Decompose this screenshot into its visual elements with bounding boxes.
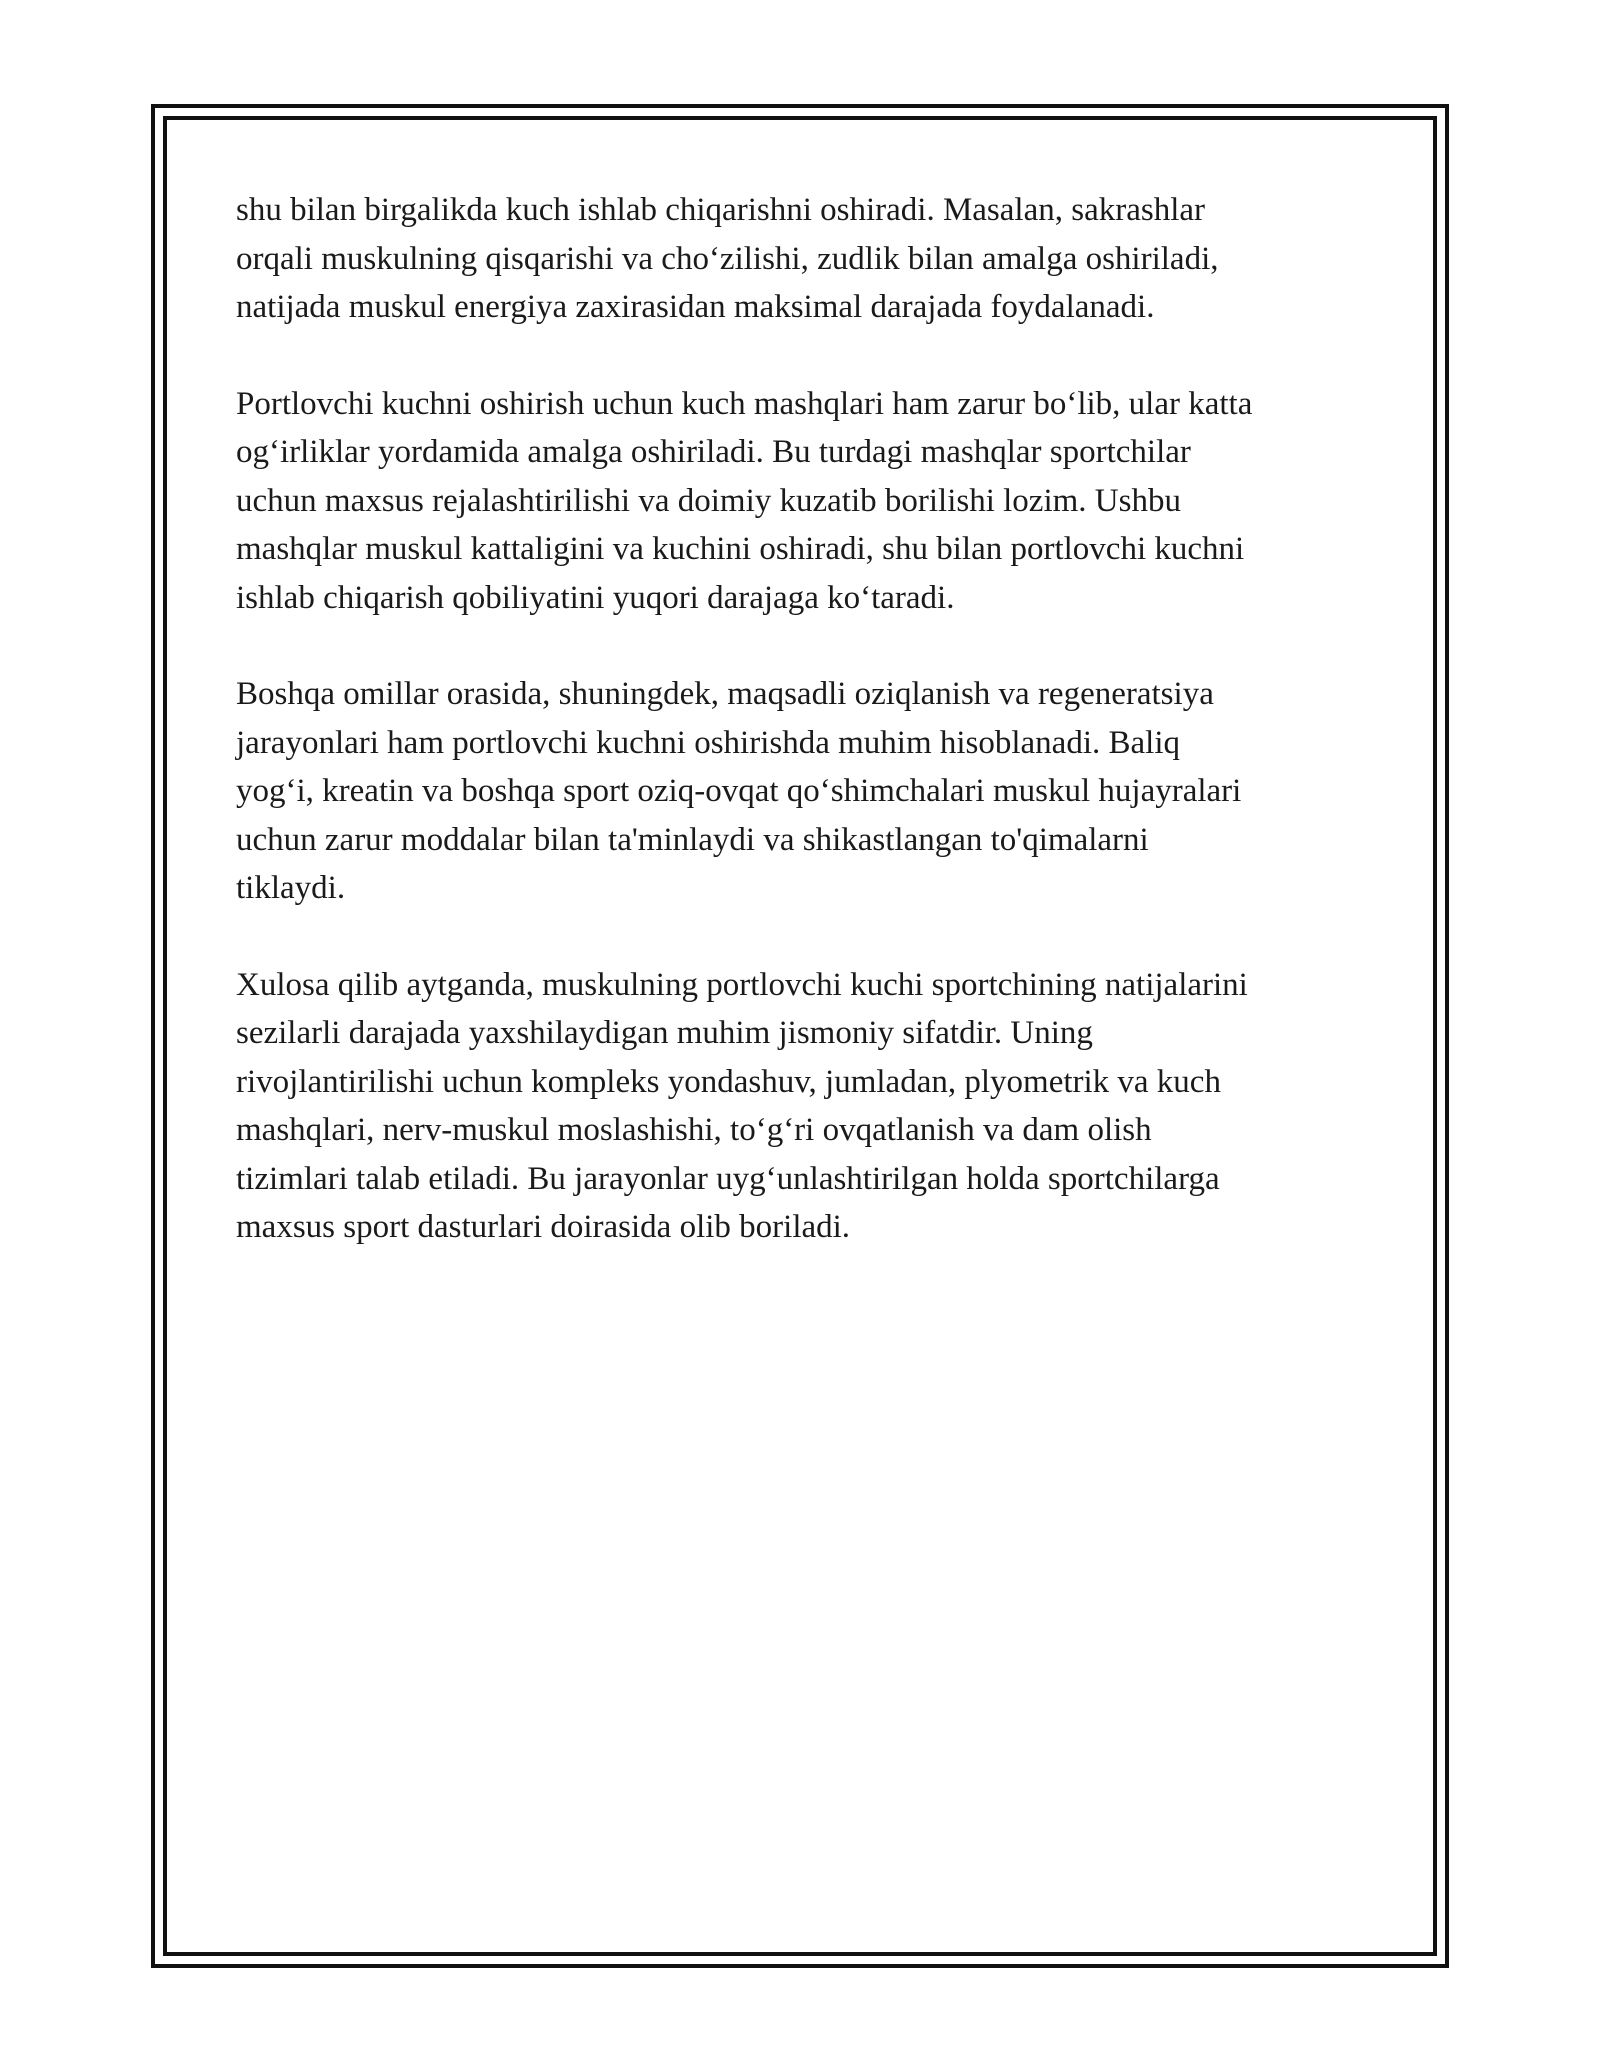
paragraph-2 bbox=[236, 380, 1376, 623]
text-line: orqali muskulning qisqarishi va cho‘zilishi, zudlik bilan amalga oshiriladi, bbox=[236, 240, 1219, 277]
paragraph-1 bbox=[236, 186, 1376, 332]
text-line: yog‘i, kreatin va boshqa sport oziq-ovqat qo‘shimchalari muskul hujayralari bbox=[236, 773, 1242, 809]
text-line: tiklaydi. bbox=[236, 870, 346, 906]
text-line: mashqlar muskul kattaligini va kuchini oshiradi, shu bilan portlovchi kuchni bbox=[236, 531, 1245, 567]
text-line: rivojlantirilishi uchun kompleks yondashuv, jumladan, plyometrik va kuch bbox=[236, 1063, 1221, 1100]
text-line: ishlab chiqarish qobiliyatini yuqori darajaga ko‘taradi. bbox=[236, 579, 955, 616]
text-line: uchun maxsus rejalashtirilishi va doimiy kuzatib borilishi lozim. Ushbu bbox=[236, 482, 1181, 519]
paragraph-4 bbox=[236, 961, 1376, 1252]
text-line: uchun zarur moddalar bilan ta'minlaydi va shikastlangan to'qimalarni bbox=[236, 821, 1149, 858]
text-line: natijada muskul energiya zaxirasidan maksimal darajada foydalanadi. bbox=[236, 289, 1155, 325]
text-line: sezilarli darajada yaxshilaydigan muhim jismoniy sifatdir. Uning bbox=[236, 1015, 1093, 1051]
text-line: shu bilan birgalikda kuch ishlab chiqarishni oshiradi. Masalan, sakrashlar bbox=[236, 192, 1206, 228]
text-line: Portlovchi kuchni oshirish uchun kuch mashqlari ham zarur bo‘lib, ular katta bbox=[236, 385, 1253, 422]
text-line: og‘irliklar yordamida amalga oshiriladi. Bu turdagi mashqlar sportchilar bbox=[236, 434, 1191, 470]
paragraph-3 bbox=[236, 670, 1376, 913]
text-line: mashqlari, nerv-muskul moslashishi, to‘g‘ri ovqatlanish va dam olish bbox=[236, 1112, 1152, 1148]
document-body bbox=[236, 186, 1376, 1300]
text-line: tizimlari talab etiladi. Bu jarayonlar uyg‘unlashtirilgan holda sportchilarga bbox=[236, 1160, 1220, 1197]
text-line: maxsus sport dasturlari doirasida olib boriladi. bbox=[236, 1209, 851, 1245]
text-line: jarayonlari ham portlovchi kuchni oshirishda muhim hisoblanadi. Baliq bbox=[236, 724, 1180, 761]
text-line: Boshqa omillar orasida, shuningdek, maqsadli oziqlanish va regeneratsiya bbox=[236, 676, 1214, 712]
text-line: Xulosa qilib aytganda, muskulning portlovchi kuchi sportchining natijalarini bbox=[236, 966, 1248, 1003]
